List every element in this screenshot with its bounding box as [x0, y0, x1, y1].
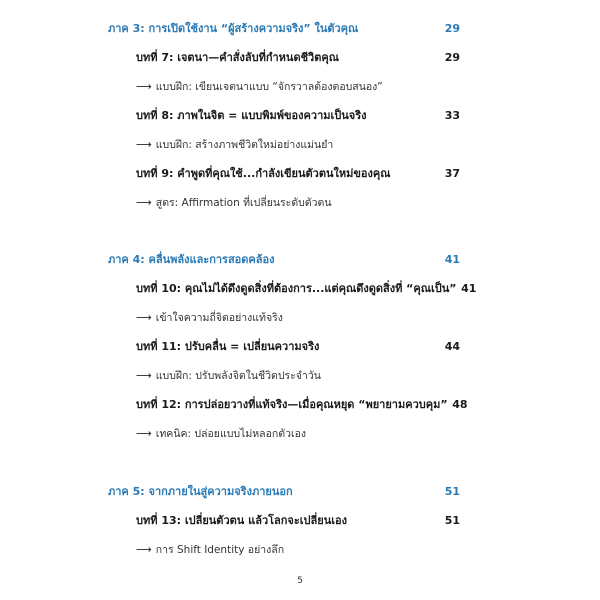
chapter-title: บทที่ 7: เจตนา—คำสั่งลับที่กำหนดชีวิตคุณ	[136, 51, 339, 64]
chapter-entry	[136, 105, 460, 125]
page-number: 5	[297, 576, 303, 586]
part-heading	[108, 481, 460, 501]
chapter-page-number: 33	[444, 108, 460, 122]
subentry-text: แบบฝึก: สร้างภาพชีวิตใหม่อย่างแม่นยำ	[155, 138, 334, 151]
chapter-entry	[136, 394, 468, 414]
chapter-title: บทที่ 9: คำพูดที่คุณใช้...กำลังเขียนตัวตนใหม่ของคุณ	[136, 167, 391, 180]
chapter-page-number: 37	[444, 166, 460, 180]
subentry-text: แบบฝึก: ปรับพลังจิตในชีวิตประจำวัน	[155, 369, 321, 382]
subentry-text: เทคนิค: ปล่อยแบบไม่หลอกตัวเอง	[155, 427, 307, 440]
chapter-subentry	[136, 76, 460, 96]
part-title: ภาค 3: การเปิดใช้งาน “ผู้สร้างความจริง” ในตัวคุณ	[108, 22, 359, 35]
chapter-entry	[136, 510, 460, 530]
chapter-subentry	[136, 192, 460, 212]
subentry-text: สูตร: Affirmation ที่เปลี่ยนระดับตัวตน	[155, 196, 332, 209]
chapter-page-number: 41	[461, 281, 477, 295]
chapter-page-number: 29	[444, 50, 460, 64]
chapter-title: บทที่ 13: เปลี่ยนตัวตน แล้วโลกจะเปลี่ยนเอง	[136, 514, 347, 527]
chapter-subentry	[136, 423, 460, 443]
part-page-number: 29	[444, 21, 460, 35]
chapter-title: บทที่ 10: คุณไม่ได้ดึงดูดสิ่งที่ต้องการ...แต่คุณดึงดูดสิ่งที่ “คุณเป็น”	[136, 282, 457, 295]
part-title: ภาค 4: คลื่นพลังและการสอดคล้อง	[108, 253, 275, 266]
chapter-page-number: 44	[444, 339, 460, 353]
arrow-right-icon: ⟶	[136, 195, 152, 209]
chapter-entry	[136, 163, 460, 183]
chapter-subentry	[136, 134, 460, 154]
part-heading	[108, 18, 460, 38]
arrow-right-icon: ⟶	[136, 426, 152, 440]
subentry-text: แบบฝึก: เขียนเจตนาแบบ “จักรวาลต้องตอบสนอง”	[155, 80, 383, 93]
subentry-text: การ Shift Identity อย่างลึก	[155, 543, 285, 556]
part-page-number: 51	[444, 484, 460, 498]
part-title: ภาค 5: จากภายในสู่ความจริงภายนอก	[108, 485, 293, 498]
chapter-subentry	[136, 539, 460, 559]
part-heading	[108, 249, 460, 269]
subentry-text: เข้าใจความถี่จิตอย่างแท้จริง	[155, 311, 283, 324]
chapter-entry	[136, 47, 460, 67]
arrow-right-icon: ⟶	[136, 542, 152, 556]
arrow-right-icon: ⟶	[136, 137, 152, 151]
chapter-title: บทที่ 8: ภาพในจิต = แบบพิมพ์ของความเป็นจริง	[136, 109, 367, 122]
chapter-title: บทที่ 12: การปล่อยวางที่แท้จริง—เมื่อคุณหยุด “พยายามควบคุม”	[136, 398, 448, 411]
chapter-entry	[136, 278, 477, 298]
part-page-number: 41	[444, 252, 460, 266]
chapter-page-number: 48	[452, 397, 468, 411]
arrow-right-icon: ⟶	[136, 79, 152, 93]
chapter-page-number: 51	[444, 513, 460, 527]
chapter-subentry	[136, 365, 460, 385]
arrow-right-icon: ⟶	[136, 368, 152, 382]
arrow-right-icon: ⟶	[136, 310, 152, 324]
chapter-subentry	[136, 307, 460, 327]
chapter-title: บทที่ 11: ปรับคลื่น = เปลี่ยนความจริง	[136, 340, 320, 353]
chapter-entry	[136, 336, 460, 356]
